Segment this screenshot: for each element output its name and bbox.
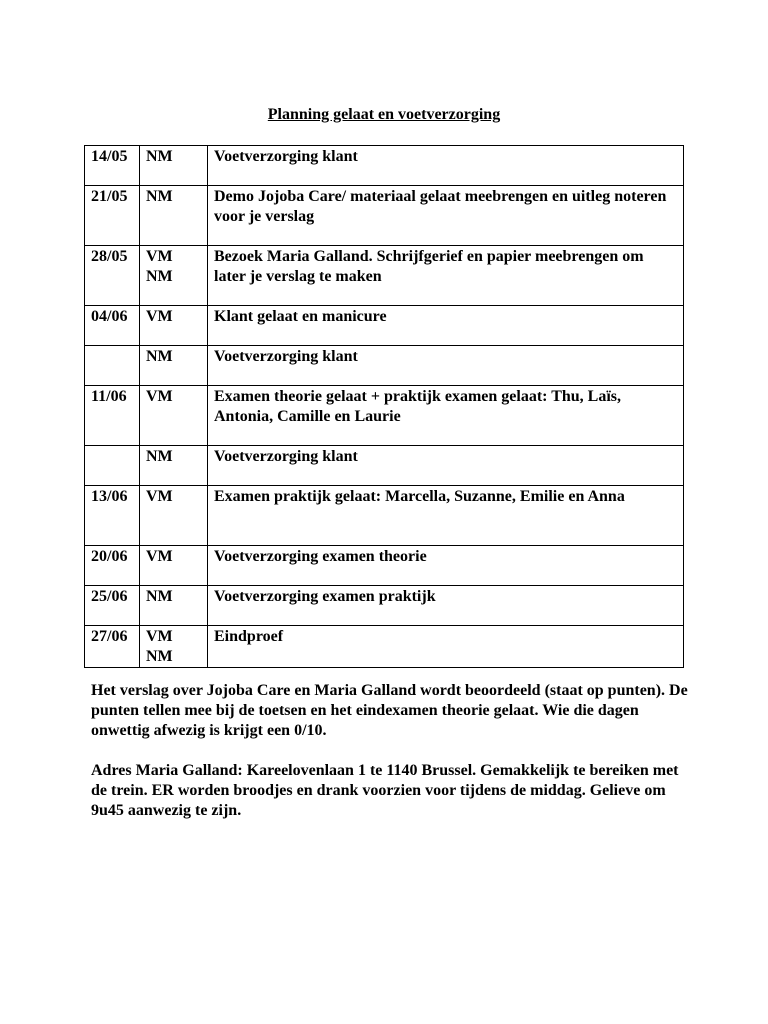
description-cell: Eindproef [208,626,684,668]
description-cell: Bezoek Maria Galland. Schrijfgerief en papier meebrengen om later je verslag te maken [208,246,684,306]
description-cell: Examen theorie gelaat + praktijk examen gelaat: Thu, Laïs, Antonia, Camille en Laurie [208,386,684,446]
description-cell: Examen praktijk gelaat: Marcella, Suzanne, Emilie en Anna [208,486,684,546]
table-row [85,626,684,668]
daypart-cell [140,586,208,626]
table-row [85,306,684,346]
date-cell [85,446,140,486]
description-cell: Voetverzorging examen theorie [208,546,684,586]
description-cell: Voetverzorging examen praktijk [208,586,684,626]
table-row [85,546,684,586]
daypart-label: NM [146,648,173,665]
daypart-label: VM [146,308,173,325]
date-cell: 21/05 [85,186,140,246]
date-cell [85,346,140,386]
daypart-label: NM [146,448,173,465]
daypart-cell [140,626,208,668]
daypart-label: VM [146,248,173,265]
description-cell: Demo Jojoba Care/ materiaal gelaat meebrengen en uitleg noteren voor je verslag [208,186,684,246]
date-cell: 28/05 [85,246,140,306]
date-cell: 20/06 [85,546,140,586]
daypart-cell [140,346,208,386]
table-row [85,186,684,246]
table-row [85,586,684,626]
table-row [85,246,684,306]
description-cell: Voetverzorging klant [208,446,684,486]
table-row [85,486,684,546]
daypart-cell [140,386,208,446]
daypart-cell [140,486,208,546]
schedule-table [84,145,684,668]
date-cell: 04/06 [85,306,140,346]
date-cell: 13/06 [85,486,140,546]
notes-section [91,681,691,841]
table-row [85,446,684,486]
daypart-label: VM [146,548,173,565]
daypart-label: VM [146,488,173,505]
description-cell: Klant gelaat en manicure [208,306,684,346]
report-note: Het verslag over Jojoba Care en Maria Galland wordt beoordeeld (staat op punten). De punten tellen mee bij de toetsen en het eindexamen theorie gelaat. Wie die dagen onwettig afwezig is krijgt een 0/10. [91,682,688,739]
date-cell: 11/06 [85,386,140,446]
description-cell: Voetverzorging klant [208,146,684,186]
table-row [85,146,684,186]
daypart-label: NM [146,188,173,205]
table-row [85,386,684,446]
daypart-label: NM [146,348,173,365]
daypart-cell [140,246,208,306]
address-note: Adres Maria Galland: Kareelovenlaan 1 te 1140 Brussel. Gemakkelijk te bereiken met de trein. ER worden broodjes en drank voorzien voor tijdens de middag. Gelieve om 9u45 aanwezig te zijn. [91,762,679,819]
daypart-label: NM [146,148,173,165]
daypart-cell [140,446,208,486]
date-cell: 25/06 [85,586,140,626]
daypart-label: NM [146,268,173,285]
table-row [85,346,684,386]
daypart-label: VM [146,628,173,645]
description-cell: Voetverzorging klant [208,346,684,386]
daypart-cell [140,546,208,586]
page-title: Planning gelaat en voetverzorging [267,106,501,123]
date-cell: 14/05 [85,146,140,186]
daypart-label: VM [146,388,173,405]
date-cell: 27/06 [85,626,140,668]
daypart-cell [140,306,208,346]
daypart-cell [140,186,208,246]
daypart-label: NM [146,588,173,605]
daypart-cell [140,146,208,186]
